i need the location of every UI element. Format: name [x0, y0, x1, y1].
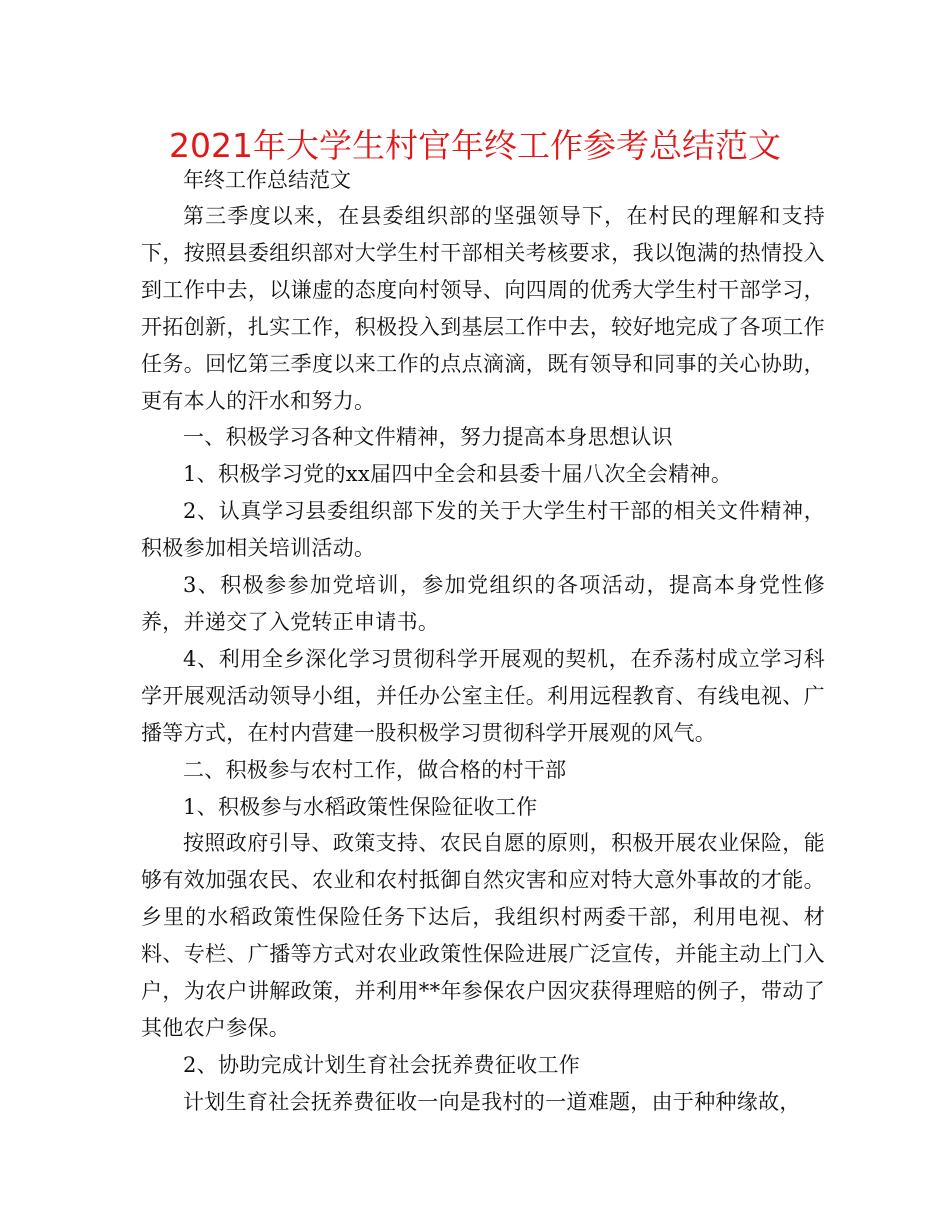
list-item: 2、认真学习县委组织部下发的关于大学生村干部的相关文件精神，积极参加相关培训活动。 [141, 499, 825, 561]
document-subtitle: 年终工作总结范文 [183, 168, 351, 192]
paragraph-intro: 第三季度以来，在县委组织部的坚强领导下，在村民的理解和支持下，按照县委组织部对大学生村干部相关考核要求，我以饱满的热情投入到工作中去，以谦虚的态度向村领导、向四周的优秀大学生村干部学习，开拓创新，扎实工作，积极投入到基层工作中去，较好地完成了各项工作任务。回忆第三季度以来工作的点点滴滴，既有领导和同事的关心协助，更有本人的汗水和努力。 [141, 204, 825, 413]
list-item: 1、积极学习党的xx届四中全会和县委十届八次全会精神。 [183, 462, 733, 487]
subsection-heading: 1、积极参与水稻政策性保险征收工作 [183, 794, 538, 819]
list-item: 3、积极参参加党培训，参加党组织的各项活动，提高本身党性修养，并递交了入党转正申请书。 [141, 573, 825, 634]
paragraph: 按照政府引导、政策支持、农民自愿的原则，积极开展农业保险，能够有效加强农民、农业和农村抵御自然灾害和应对特大意外事故的才能。乡里的水稻政策性保险任务下达后，我组织村两委干部，利用电视、材料、专栏、广播等方式对农业政策性保险进展广泛宣传，并能主动上门入户，为农户讲解政策，并利用**年参保农户因灾获得理赔的例子，带动了其他农户参保。 [141, 831, 825, 1040]
document-body [141, 198, 825, 1121]
document-title: 2021年大学生村官年终工作参考总结范文 [169, 126, 781, 165]
list-item: 4、利用全乡深化学习贯彻科学开展观的契机，在乔荡村成立学习科学开展观活动领导小组，并任办公室主任。利用远程教育、有线电视、广播等方式，在村内营建一股积极学习贯彻科学开展观的风气。 [141, 646, 825, 745]
section-heading-2: 二、积极参与农村工作，做合格的村干部 [183, 757, 567, 782]
subsection-heading: 2、协助完成计划生育社会抚养费征收工作 [183, 1052, 581, 1077]
section-heading-1: 一、积极学习各种文件精神，努力提高本身思想认识 [183, 425, 673, 450]
paragraph: 计划生育社会抚养费征收一向是我村的一道难题，由于种种缘故， [183, 1089, 801, 1114]
